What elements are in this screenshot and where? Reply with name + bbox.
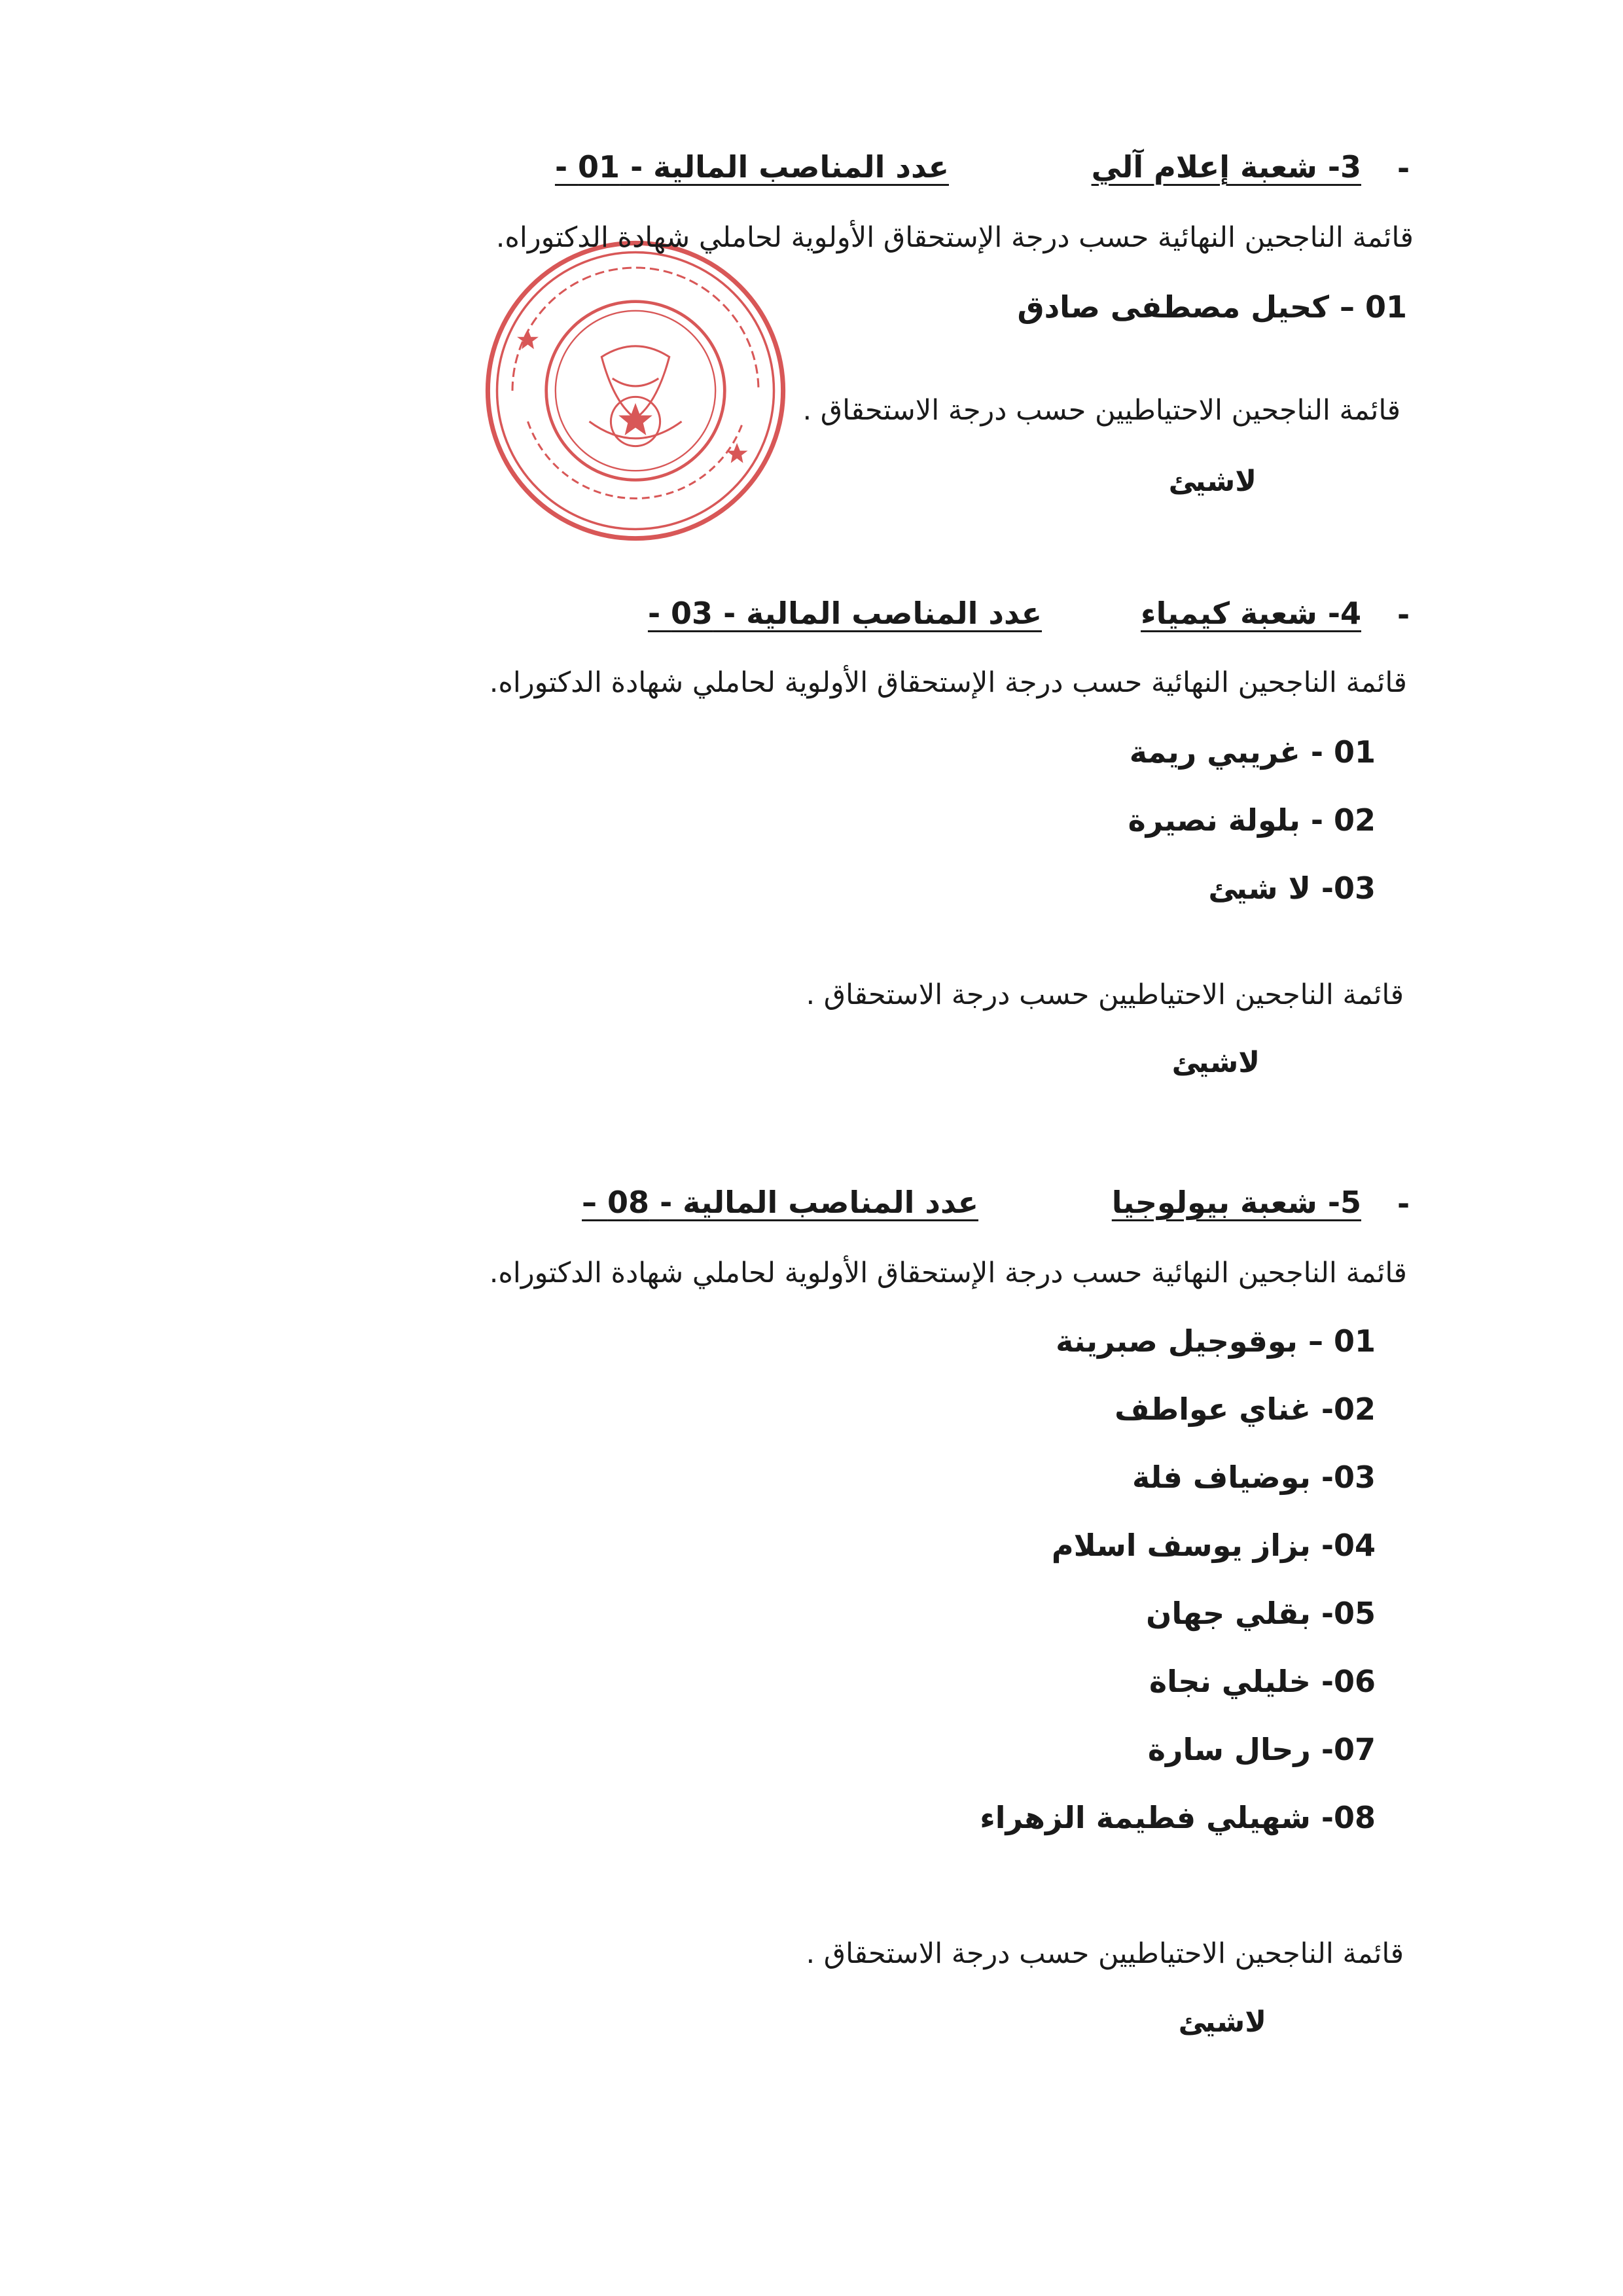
- section-4-final-list-label: قائمة الناجحين النهائية حسب درجة الإستحقاق الأولوية لحاملي شهادة الدكتوراه.: [489, 666, 1407, 699]
- item-number: 02 -: [1310, 802, 1376, 838]
- item-name: لا شيئ: [1208, 870, 1311, 906]
- section-3-item-1: [1017, 289, 1407, 325]
- section-3-final-list-label: قائمة الناجحين النهائية حسب درجة الإستحقاق الأولوية لحاملي شهادة الدكتوراه.: [495, 221, 1414, 254]
- item-number: 01 –: [1308, 1323, 1376, 1359]
- section-5-item-6: [1149, 1664, 1376, 1699]
- item-number: 03-: [1321, 870, 1376, 906]
- item-name: بوضياف فلة: [1132, 1460, 1311, 1495]
- section-4-bullet: -: [1397, 597, 1410, 632]
- section-3-title: 3- شعبة إعلام آلي: [1091, 149, 1361, 185]
- item-name: كحيل مصطفى صادق: [1017, 289, 1329, 325]
- section-5-posts: عدد المناصب المالية - 08 –: [582, 1185, 978, 1220]
- section-5-item-2: [1115, 1391, 1376, 1427]
- section-4-item-2: [1128, 802, 1376, 838]
- section-5-item-5: [1146, 1596, 1376, 1631]
- section-5-title: 5- شعبة بيولوجيا: [1111, 1185, 1361, 1220]
- section-4-item-1: [1130, 734, 1376, 770]
- section-5-item-7: [1148, 1732, 1376, 1767]
- item-name: شهيلي فطيمة الزهراء: [980, 1800, 1311, 1835]
- item-name: بوقوجيل صبرينة: [1056, 1323, 1298, 1359]
- item-number: 05-: [1321, 1596, 1376, 1631]
- section-3-posts: عدد المناصب المالية - 01 -: [554, 149, 949, 185]
- item-number: 04-: [1321, 1528, 1376, 1563]
- section-5-item-3: [1132, 1460, 1376, 1495]
- section-5-reserve-value: لاشيئ: [1178, 2005, 1266, 2039]
- section-4-item-3: [1208, 870, 1376, 906]
- item-number: 02-: [1321, 1391, 1376, 1427]
- item-number: 08-: [1321, 1800, 1376, 1835]
- item-name: رحال سارة: [1147, 1732, 1311, 1767]
- section-4-reserve-label: قائمة الناجحين الاحتياطيين حسب درجة الاستحقاق .: [806, 978, 1404, 1011]
- item-number: 06-: [1321, 1664, 1376, 1699]
- section-5-reserve-label: قائمة الناجحين الاحتياطيين حسب درجة الاستحقاق .: [806, 1937, 1404, 1970]
- official-seal-stamp: [482, 237, 789, 545]
- section-4-title: 4- شعبة كيمياء: [1141, 596, 1361, 631]
- item-number: 07-: [1321, 1732, 1376, 1767]
- section-3-reserve-label: قائمة الناجحين الاحتياطيين حسب درجة الاستحقاق .: [802, 394, 1400, 427]
- item-number: 01 -: [1310, 734, 1376, 770]
- item-number: 03-: [1321, 1460, 1376, 1495]
- section-5-item-4: [1052, 1528, 1376, 1563]
- item-name: خليلي نجاة: [1149, 1664, 1311, 1699]
- section-3-reserve-value: لاشيئ: [1168, 465, 1257, 498]
- section-5-bullet: -: [1397, 1186, 1410, 1221]
- section-4-reserve-value: لاشيئ: [1171, 1046, 1260, 1079]
- item-name: غريبي ريمة: [1129, 734, 1300, 770]
- section-5-final-list-label: قائمة الناجحين النهائية حسب درجة الإستحقاق الأولوية لحاملي شهادة الدكتوراه.: [489, 1257, 1407, 1289]
- section-4-posts: عدد المناصب المالية - 03 -: [647, 596, 1042, 631]
- item-name: بزاز يوسف اسلام: [1051, 1528, 1311, 1563]
- section-5-item-8: [980, 1800, 1376, 1835]
- section-5-item-1: [1056, 1323, 1376, 1359]
- section-3-bullet: -: [1397, 151, 1410, 186]
- item-name: غناي عواطف: [1115, 1391, 1311, 1427]
- item-name: بلولة نصيرة: [1128, 802, 1300, 838]
- item-number: 01 –: [1339, 289, 1407, 325]
- item-name: بقلي جهان: [1146, 1596, 1311, 1631]
